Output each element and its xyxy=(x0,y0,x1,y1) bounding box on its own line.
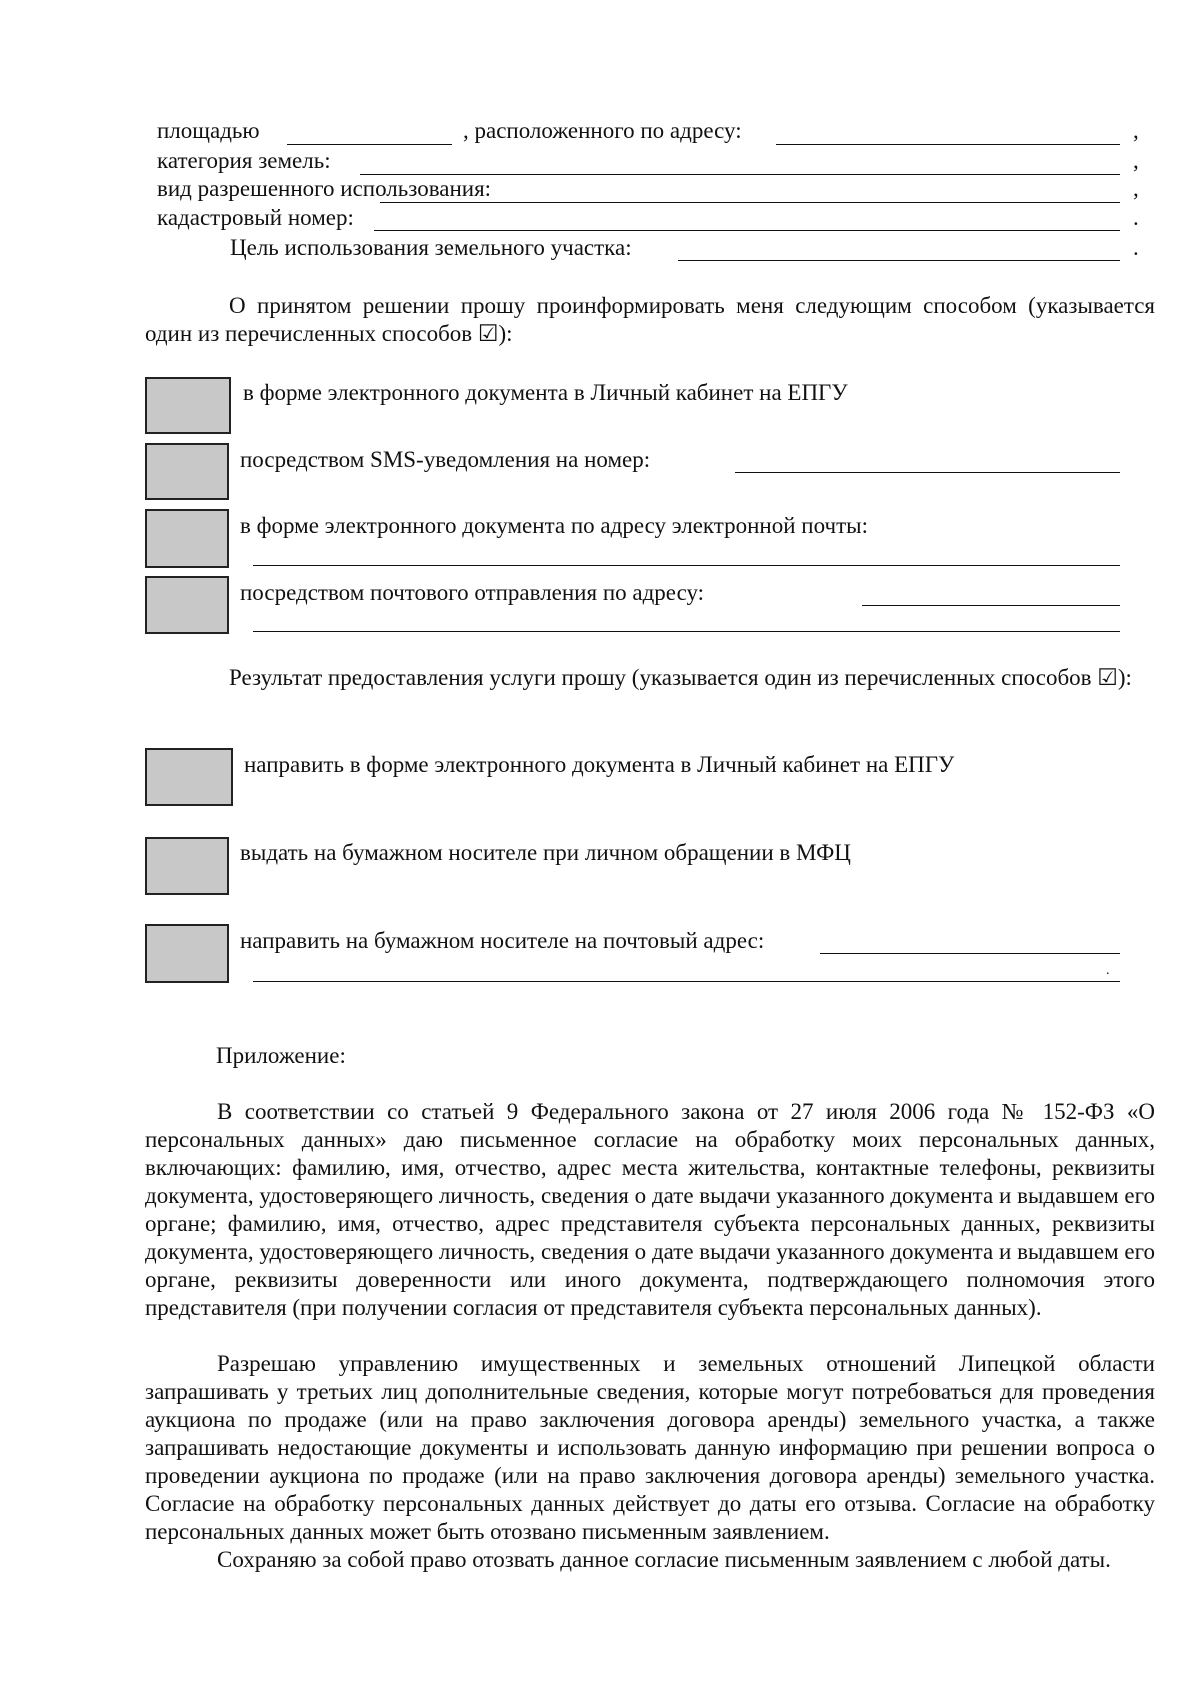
land-category-label: категория земель: xyxy=(157,148,331,173)
post-address-field-1[interactable] xyxy=(862,605,1120,606)
comma-1: , xyxy=(1133,118,1139,143)
notify-checkbox-epgu[interactable] xyxy=(145,377,231,434)
comma-3: , xyxy=(1133,176,1139,201)
attachment-label: Приложение: xyxy=(216,1043,346,1068)
result-checkbox-mfc[interactable] xyxy=(145,837,229,895)
area-label: площадью xyxy=(157,118,260,143)
cadastral-label: кадастровый номер: xyxy=(157,205,354,230)
result-option-post: направить на бумажном носителе на почтовый адрес: xyxy=(240,928,765,953)
result-checkbox-epgu[interactable] xyxy=(145,748,233,806)
result-option-mfc: выдать на бумажном носителе при личном обращении в МФЦ xyxy=(240,840,851,865)
consent-paragraph-1: В соответствии со статьей 9 Федерального закона от 27 июля 2006 года № 152-ФЗ «О персональных данных» даю письменное согласие на обработку моих персональных данных, включающих: фамилию, имя, отчество, адрес места жительства, контактные телефоны, реквизиты документа, удостоверяющего личность, сведения о дате выдачи указанного документа и выдавшем его органе; фамилию, имя, отчество, адрес представителя субъекта персональных данных, реквизиты документа, удостоверяющего личность, сведения о дате выдачи указанного документа и выдавшем его органе, реквизиты доверенности или иного документа, подтверждающего полномочия этого представителя (при получении согласия от представителя субъекта персональных данных). xyxy=(145,1099,1155,1320)
notify-option-email: в форме электронного документа по адресу электронной почты: xyxy=(240,513,868,538)
consent-paragraph-3: Сохраняю за собой право отозвать данное согласие письменным заявлением с любой даты. xyxy=(217,1547,1111,1572)
dot-2: . xyxy=(1133,235,1139,260)
notify-checkbox-sms[interactable] xyxy=(145,443,229,500)
post-address-field-2[interactable] xyxy=(253,631,1120,632)
notify-option-post: посредством почтового отправления по адресу: xyxy=(240,580,705,605)
permitted-use-label: вид разрешенного использования: xyxy=(157,176,492,201)
comma-2: , xyxy=(1133,148,1139,173)
notify-option-sms: посредством SMS-уведомления на номер: xyxy=(240,447,651,472)
cadastral-field[interactable] xyxy=(374,230,1120,231)
email-field[interactable] xyxy=(253,565,1120,566)
notify-option-epgu: в форме электронного документа в Личный кабинет на ЕПГУ xyxy=(243,380,848,405)
dot-1: . xyxy=(1133,205,1139,230)
address-label: , расположенного по адресу: xyxy=(463,118,742,143)
result-post-address-field-1[interactable] xyxy=(820,953,1120,954)
consent-paragraph-2: Разрешаю управлению имущественных и земельных отношений Липецкой области запрашивать у третьих лиц дополнительные сведения, которые могут потребоваться для проведения аукциона по продаже (или на право заключения договора аренды) земельного участка, а также запрашивать недостающие документы и использовать данную информацию при решении вопроса о проведении аукциона по продаже (или на право заключения договора аренды) земельного участка. Согласие на обработку персональных данных действует до даты его отзыва. Согласие на обработку персональных данных может быть отозвано письменным заявлением. xyxy=(145,1351,1155,1544)
permitted-use-field[interactable] xyxy=(380,202,1120,203)
result-trailing-dot: . xyxy=(1106,963,1110,978)
address-field[interactable] xyxy=(776,144,1120,145)
result-post-address-field-2[interactable] xyxy=(253,981,1120,982)
notify-intro: О принятом решении прошу проинформировать меня следующим способом (указывается один из перечисленных способов ☑): xyxy=(145,293,1155,346)
result-checkbox-post[interactable] xyxy=(145,924,229,983)
land-category-field[interactable] xyxy=(360,174,1120,175)
purpose-field[interactable] xyxy=(678,260,1120,261)
purpose-label: Цель использования земельного участка: xyxy=(230,235,632,260)
notify-checkbox-post[interactable] xyxy=(145,576,229,634)
area-field[interactable] xyxy=(287,144,452,145)
result-option-epgu: направить в форме электронного документа в Личный кабинет на ЕПГУ xyxy=(244,752,955,777)
sms-number-field[interactable] xyxy=(735,472,1120,473)
result-intro: Результат предоставления услуги прошу (указывается один из перечисленных способов ☑): xyxy=(229,665,1132,690)
notify-checkbox-email[interactable] xyxy=(145,509,229,568)
